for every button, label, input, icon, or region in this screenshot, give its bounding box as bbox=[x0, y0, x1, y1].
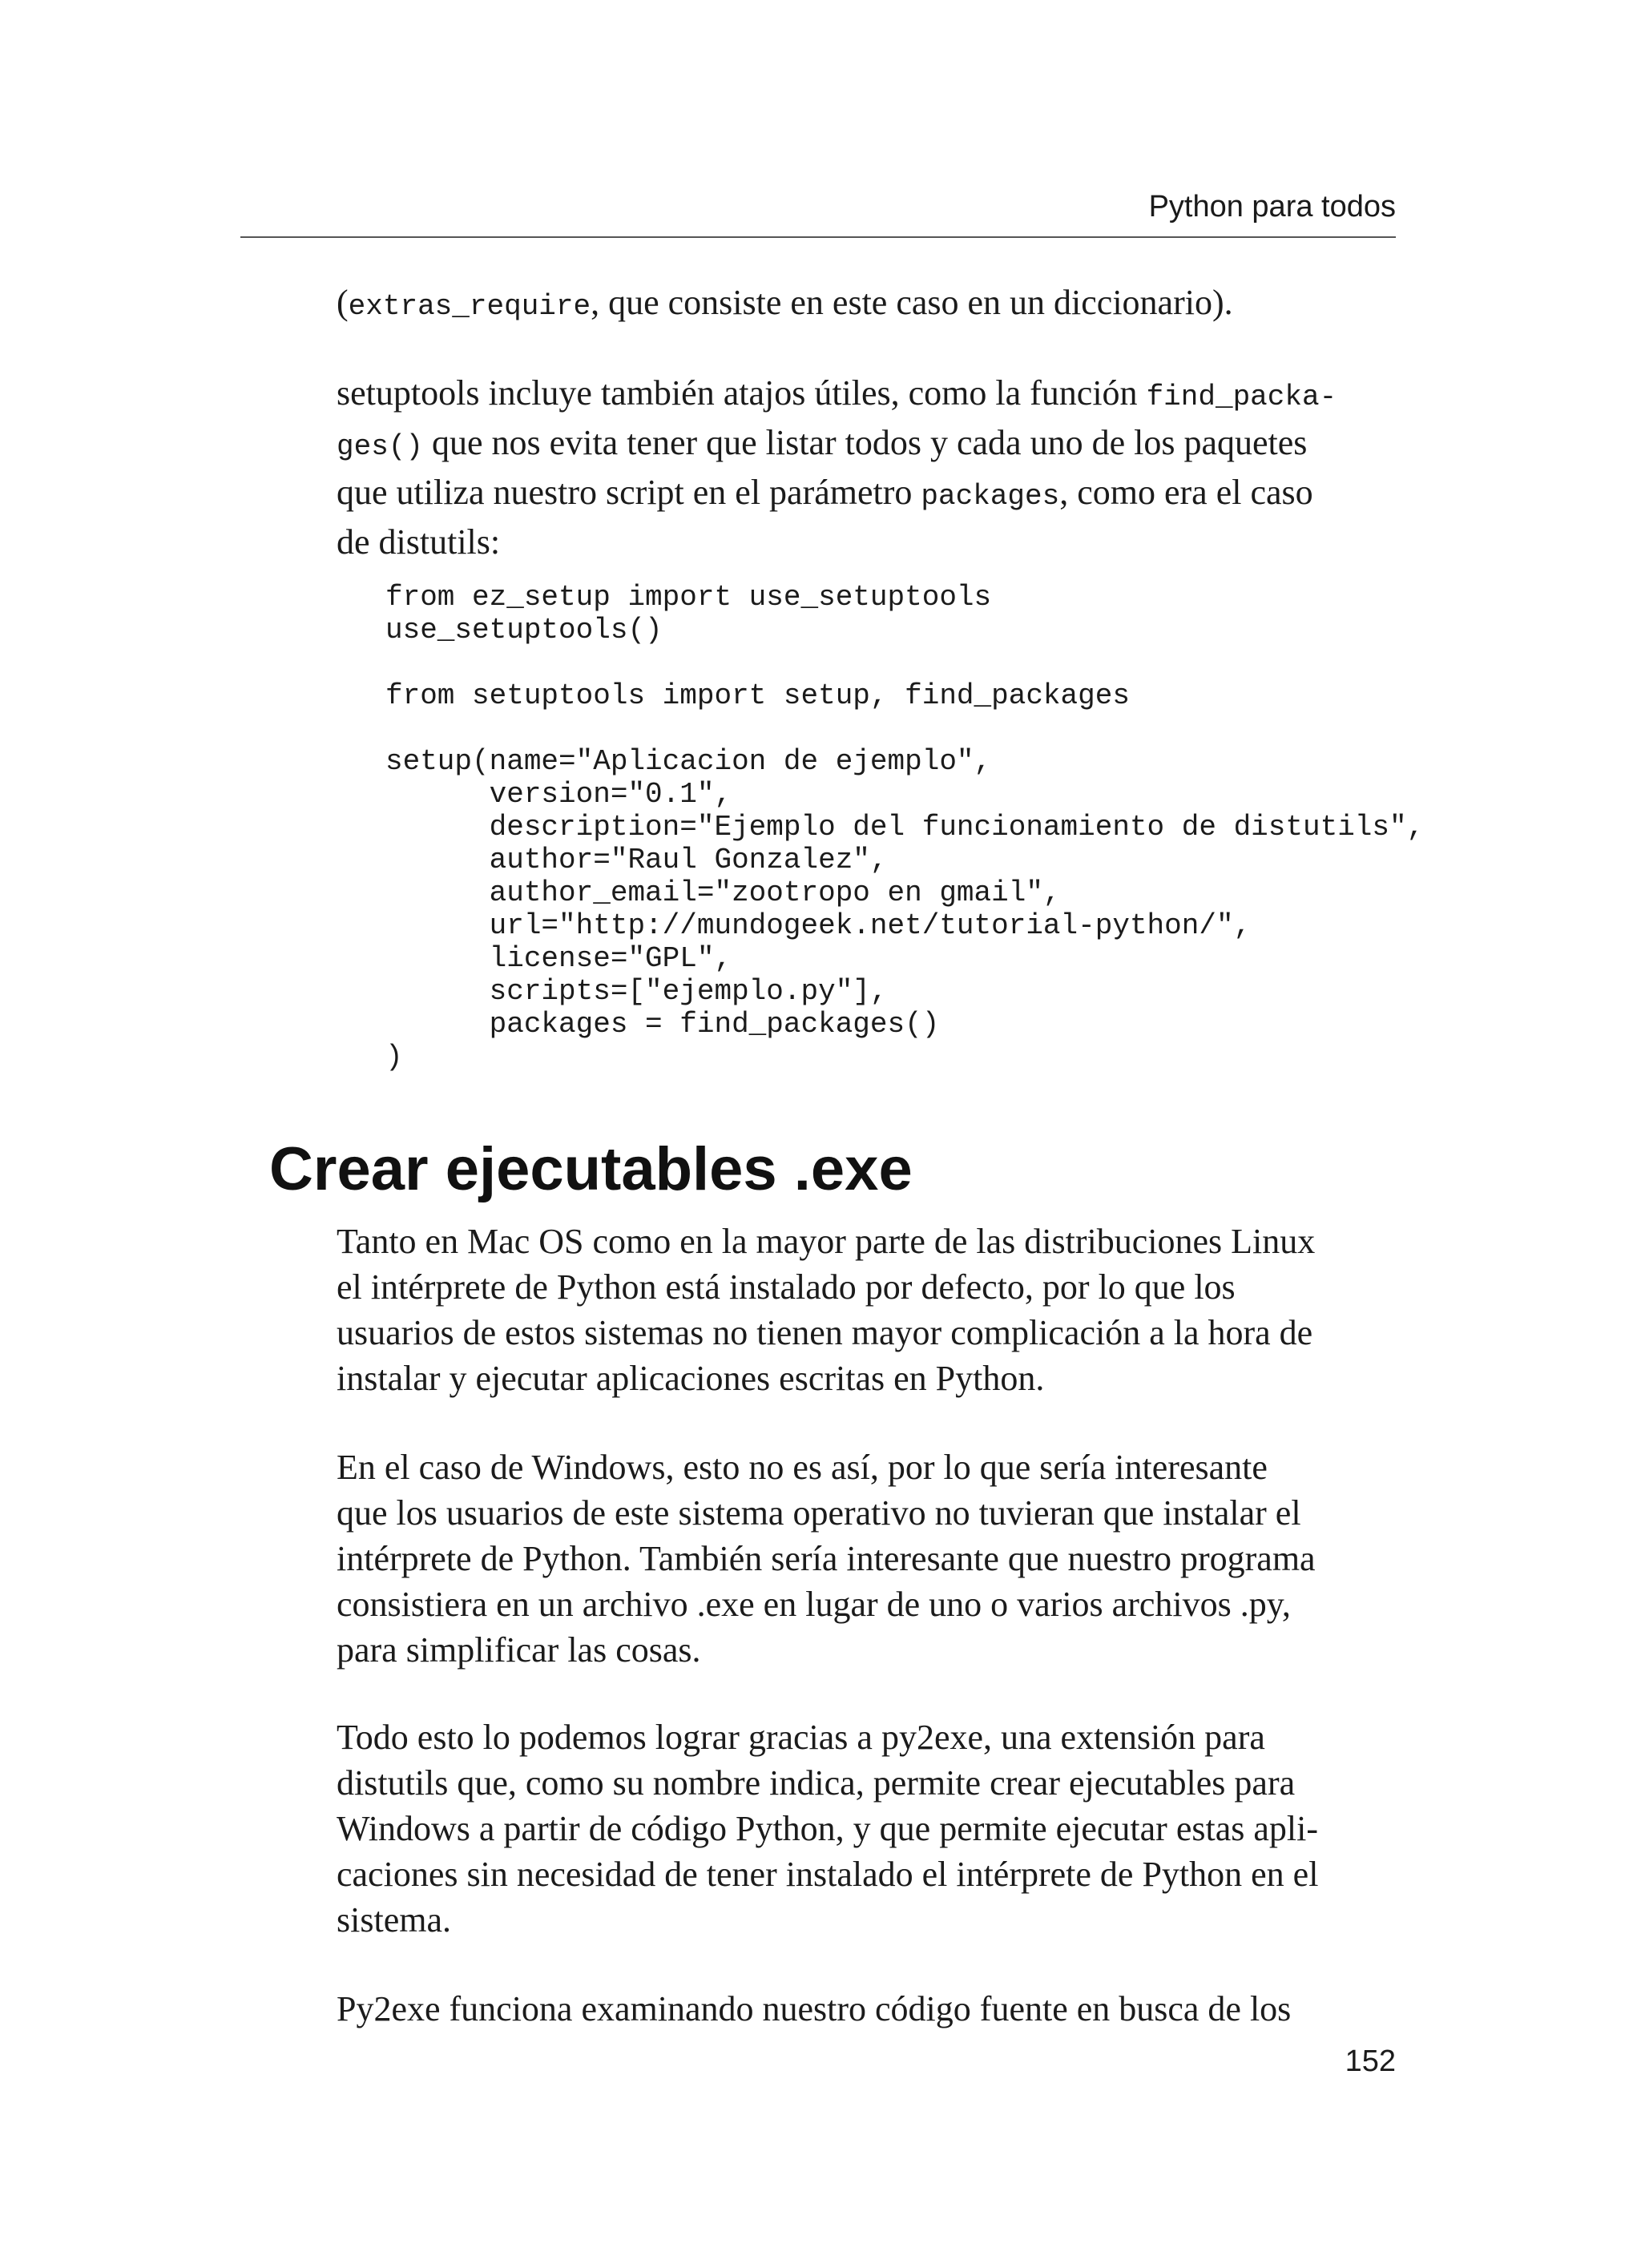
code-block-setup: from ez_setup import use_setuptools use_setuptools() from setuptools import setup, find_packages setup(name="Aplicacion de ejemplo", version="0.1", description="Ejemplo del funcionamiento de distutils", author="Raul Gonzalez", author_email="zootropo en gmail", url="http://mundogeek.net/tutorial-python/", license="GPL", scripts=["ejemplo.py"], packages = find_packages() ) bbox=[385, 581, 1425, 1074]
intro-paragraph-1-open: ( bbox=[337, 283, 349, 322]
inline-code-extras-require: extras_require bbox=[348, 290, 591, 323]
running-header: Python para todos bbox=[1148, 190, 1396, 224]
page-number: 152 bbox=[1345, 2044, 1396, 2078]
intro-paragraph-2-text-3: , como era el caso de distutils: bbox=[337, 473, 1313, 562]
body-paragraph-4: Py2exe funciona examinando nuestro código fuente en busca de los bbox=[337, 1989, 1292, 2028]
intro-paragraph-1-rest: , que consiste en este caso en un diccionario). bbox=[591, 283, 1233, 322]
intro-paragraph-2-text-1: setuptools incluye también atajos útiles, como la función bbox=[337, 373, 1147, 413]
header-rule bbox=[240, 236, 1396, 238]
body-paragraph-2: En el caso de Windows, esto no es así, por lo que sería interesante que los usuarios de este sistema operativo no tuvieran que instalar el intérprete de Python. También sería interesante que nuestro programa consistiera en un archivo .exe en lugar de uno o varios archivos .py, para simplificar las cosas. bbox=[337, 1448, 1316, 1670]
section-title: Crear ejecutables .exe bbox=[269, 1135, 913, 1203]
inline-code-packages: packages bbox=[921, 480, 1060, 513]
intro-paragraph-2 bbox=[337, 370, 1394, 565]
intro-paragraph-1 bbox=[337, 280, 1394, 329]
intro-paragraph-2-text-2: que nos evita tener que listar todos y cada uno de los paquetes que utiliza nuestro script en el parámetro bbox=[337, 423, 1308, 512]
body-paragraph-3: Todo esto lo podemos lograr gracias a py2exe, una extensión para distutils que, como su nombre indica, permite crear ejecutables para Windows a partir de código Python, y que permite ejecutar estas apli- caciones sin necesidad de tener instalado el intérprete de Python en el sistema. bbox=[337, 1718, 1319, 1940]
inline-code-find-packages: find_packa- ges() bbox=[337, 381, 1337, 463]
body-paragraph-1: Tanto en Mac OS como en la mayor parte de las distribuciones Linux el intérprete de Python está instalado por defecto, por lo que los usuarios de estos sistemas no tienen mayor complicación a la hora de instalar y ejecutar aplicaciones escritas en Python. bbox=[337, 1222, 1316, 1398]
